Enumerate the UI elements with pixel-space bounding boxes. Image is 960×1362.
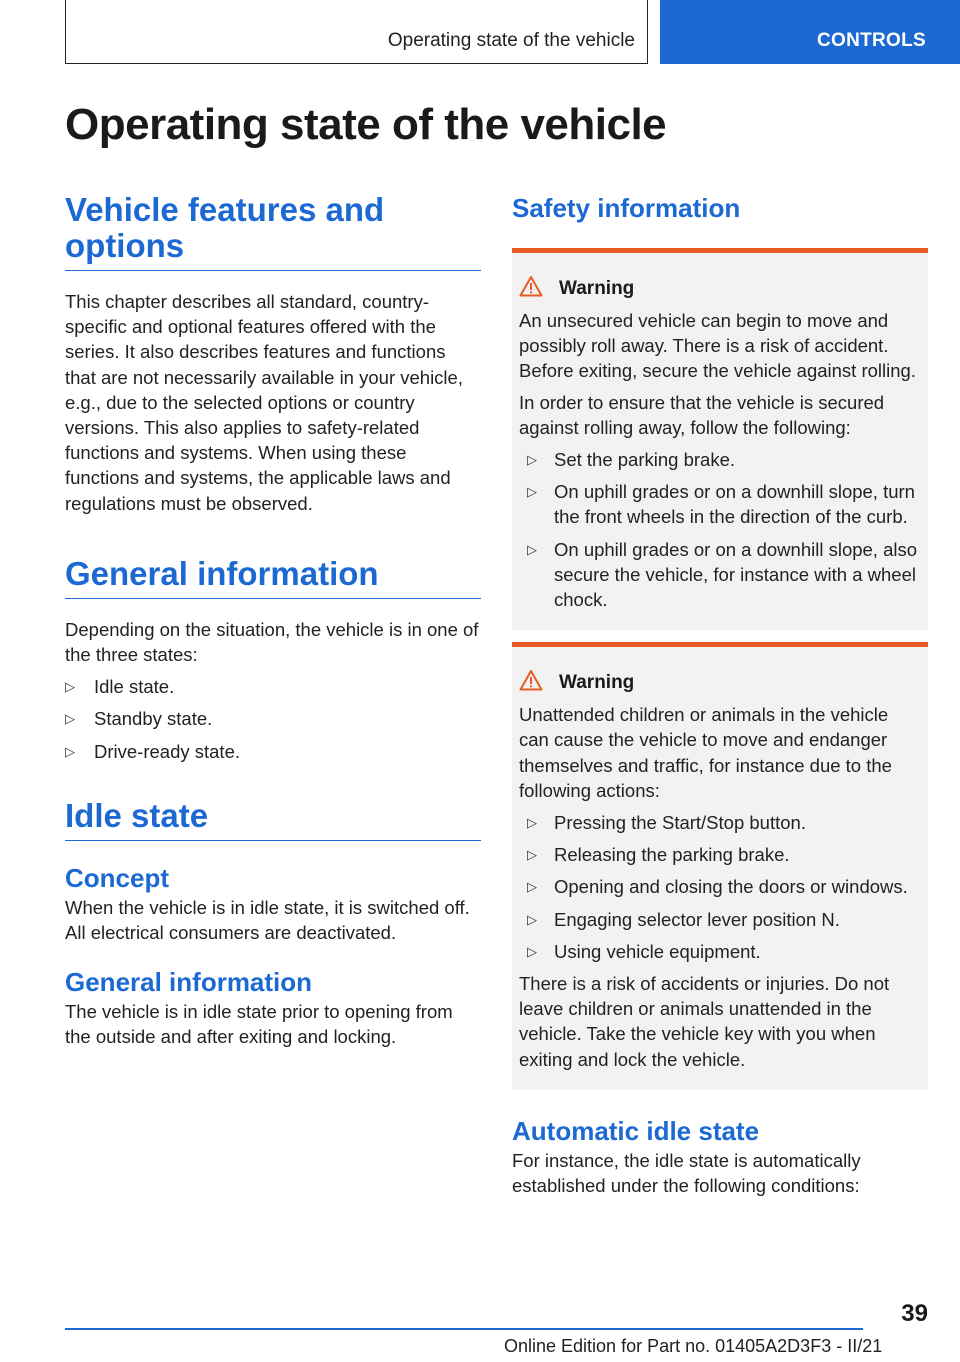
list-item-text: Standby state. — [94, 708, 213, 730]
heading-concept: Concept — [65, 862, 169, 893]
features-body: This chapter describes all standard, country-specific and optional features offered with the series. It also describes features and functions that are not necessarily available in your vehicle, e.g., due to the selected options or country versions. This also applies to safety-related functions and systems. When using these functions and systems, the applicable laws and regulations must be observed. — [65, 291, 463, 514]
list-item — [65, 674, 481, 699]
list-item-text: Releasing the parking brake. — [554, 844, 790, 866]
triangle-bullet-icon: ▷ — [527, 541, 537, 557]
triangle-bullet-icon: ▷ — [527, 452, 537, 468]
list-item — [527, 842, 920, 867]
warning-header — [519, 275, 920, 302]
warning-instructions: In order to ensure that the vehicle is secured against rolling away, follow the following: — [519, 391, 885, 438]
warning-body: An unsecured vehicle can begin to move and possibly roll away. There is a risk of accident. Before exiting, secure the vehicle against rolling. — [519, 310, 916, 382]
list-item — [65, 739, 481, 764]
warning-triangle-icon — [519, 275, 555, 302]
triangle-bullet-icon: ▷ — [527, 847, 537, 863]
heading-automatic-idle-state: Automatic idle state — [512, 1115, 760, 1146]
list-item — [527, 479, 920, 529]
list-item — [527, 810, 920, 835]
header-chapter-box — [660, 0, 960, 64]
header-section-box — [65, 0, 648, 64]
warning-title: Warning — [559, 277, 635, 299]
warning-header — [519, 669, 920, 696]
concept-body: When the vehicle is in idle state, it is switched off. All electrical consumers are deactivated. — [65, 896, 470, 944]
list-item — [65, 706, 481, 731]
footer-edition: Online Edition for Part no. 01405A2D3F3 - II/21 — [504, 1336, 883, 1356]
list-item — [527, 907, 920, 932]
heading-vehicle-features-line2: options — [65, 227, 185, 264]
list-item-text: On uphill grades or on a downhill slope, turn the front wheels in the direction of the curb. — [554, 481, 915, 528]
list-item — [527, 939, 920, 964]
list-item-text: On uphill grades or on a downhill slope, also secure the vehicle, for instance with a wheel chock. — [554, 538, 918, 611]
list-item-text: Pressing the Start/Stop button. — [554, 812, 806, 834]
heading-vehicle-features-line1: Vehicle features and — [65, 191, 385, 228]
triangle-bullet-icon: ▷ — [65, 711, 75, 727]
states-list — [65, 674, 481, 764]
automatic-idle-body: For instance, the idle state is automatically established under the following conditions: — [512, 1149, 861, 1197]
heading-idle-state: Idle state — [65, 798, 481, 841]
list-item-text: Set the parking brake. — [554, 449, 735, 471]
left-column — [65, 192, 481, 1050]
list-item — [527, 874, 920, 899]
list-item — [527, 537, 920, 613]
header-section-title: Operating state of the vehicle — [387, 30, 635, 51]
list-item-text: Engaging selector lever position N. — [554, 908, 840, 930]
warning-box-rolling — [512, 248, 928, 630]
warning-triangle-icon — [519, 669, 555, 696]
list-item-text: Opening and closing the doors or windows. — [554, 876, 908, 898]
heading-idle-general-information: General information — [65, 967, 313, 998]
heading-vehicle-features — [65, 192, 481, 271]
heading-safety-information: Safety information — [512, 193, 741, 223]
warning-body: Unattended children or animals in the vehicle can cause the vehicle to move and endanger themselves and traffic, for instance due to the following actions: — [519, 704, 892, 801]
triangle-bullet-icon: ▷ — [65, 743, 75, 759]
warning-title: Warning — [559, 671, 635, 693]
idle-general-body: The vehicle is in idle state prior to opening from the outside and after exiting and locking. — [65, 1001, 453, 1048]
general-intro: Depending on the situation, the vehicle is in one of the three states: — [65, 618, 479, 666]
header-chapter-label: CONTROLS — [816, 30, 926, 51]
page-number: 39 — [901, 1300, 928, 1327]
triangle-bullet-icon: ▷ — [527, 911, 537, 927]
footer-divider — [65, 1328, 863, 1330]
triangle-bullet-icon: ▷ — [527, 484, 537, 500]
right-column — [512, 192, 928, 1198]
triangle-bullet-icon: ▷ — [65, 679, 75, 695]
warning-box-children — [512, 642, 928, 1090]
list-item-text: Drive-ready state. — [94, 740, 240, 762]
warning-list — [519, 810, 920, 964]
list-item-text: Idle state. — [94, 676, 175, 698]
warning-list — [519, 447, 920, 612]
warning-risk: There is a risk of accidents or injuries. Do not leave children or animals unattended in the vehicle. Take the vehicle key with you when exiting and lock the vehicle. — [519, 973, 890, 1070]
triangle-bullet-icon: ▷ — [527, 879, 537, 895]
list-item-text: Using vehicle equipment. — [554, 940, 761, 962]
triangle-bullet-icon: ▷ — [527, 815, 537, 831]
page-title: Operating state of the vehicle — [65, 100, 667, 149]
triangle-bullet-icon: ▷ — [527, 943, 537, 959]
heading-general-information: General information — [65, 556, 481, 599]
list-item — [527, 447, 920, 472]
